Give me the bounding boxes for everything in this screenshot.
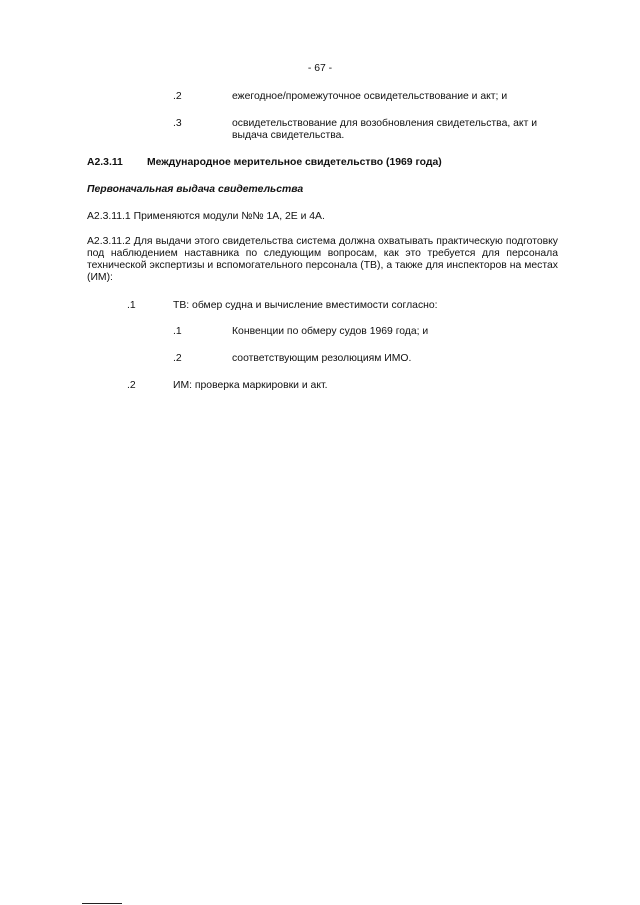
list-item-text: освидетельствование для возобновления свидетельства, акт и выдача свидетельства. [232,118,538,141]
sublist-item-text: соответствующим резолюциям ИМО. [232,353,412,364]
section-title: Международное мерительное свидетельство (1969 года) [147,157,442,168]
paragraph: A2.3.11.2 Для выдачи этого свидетельства система должна охватывать практическую подготовку под наблюдением наставника по следующим вопросам, как это требуется для персонала технической экспертизы и вспомогательного персонала (ТВ), а также для инспекторов на местах (ИМ): [87,236,558,283]
list-item-number: .1 [127,300,136,311]
list-item-text: ТВ: обмер судна и вычисление вместимости согласно: [173,300,438,311]
subheading: Первоначальная выдача свидетельства [87,184,304,195]
list-item-number: .3 [173,118,182,129]
list-item-text: ИМ: проверка маркировки и акт. [173,380,328,391]
sublist-item-number: .1 [173,326,182,337]
list-item-number: .2 [173,91,182,102]
sublist-item-number: .2 [173,353,182,364]
section-number: A2.3.11 [87,157,123,168]
footnote-rule [82,903,122,904]
page-number: - 67 - [307,63,333,74]
sublist-item-text: Конвенции по обмеру судов 1969 года; и [232,326,429,337]
paragraph: A2.3.11.1 Применяются модули №№ 1A, 2E и 4A. [87,211,325,222]
list-item-number: .2 [127,380,136,391]
list-item-text: ежегодное/промежуточное освидетельствование и акт; и [232,91,508,102]
